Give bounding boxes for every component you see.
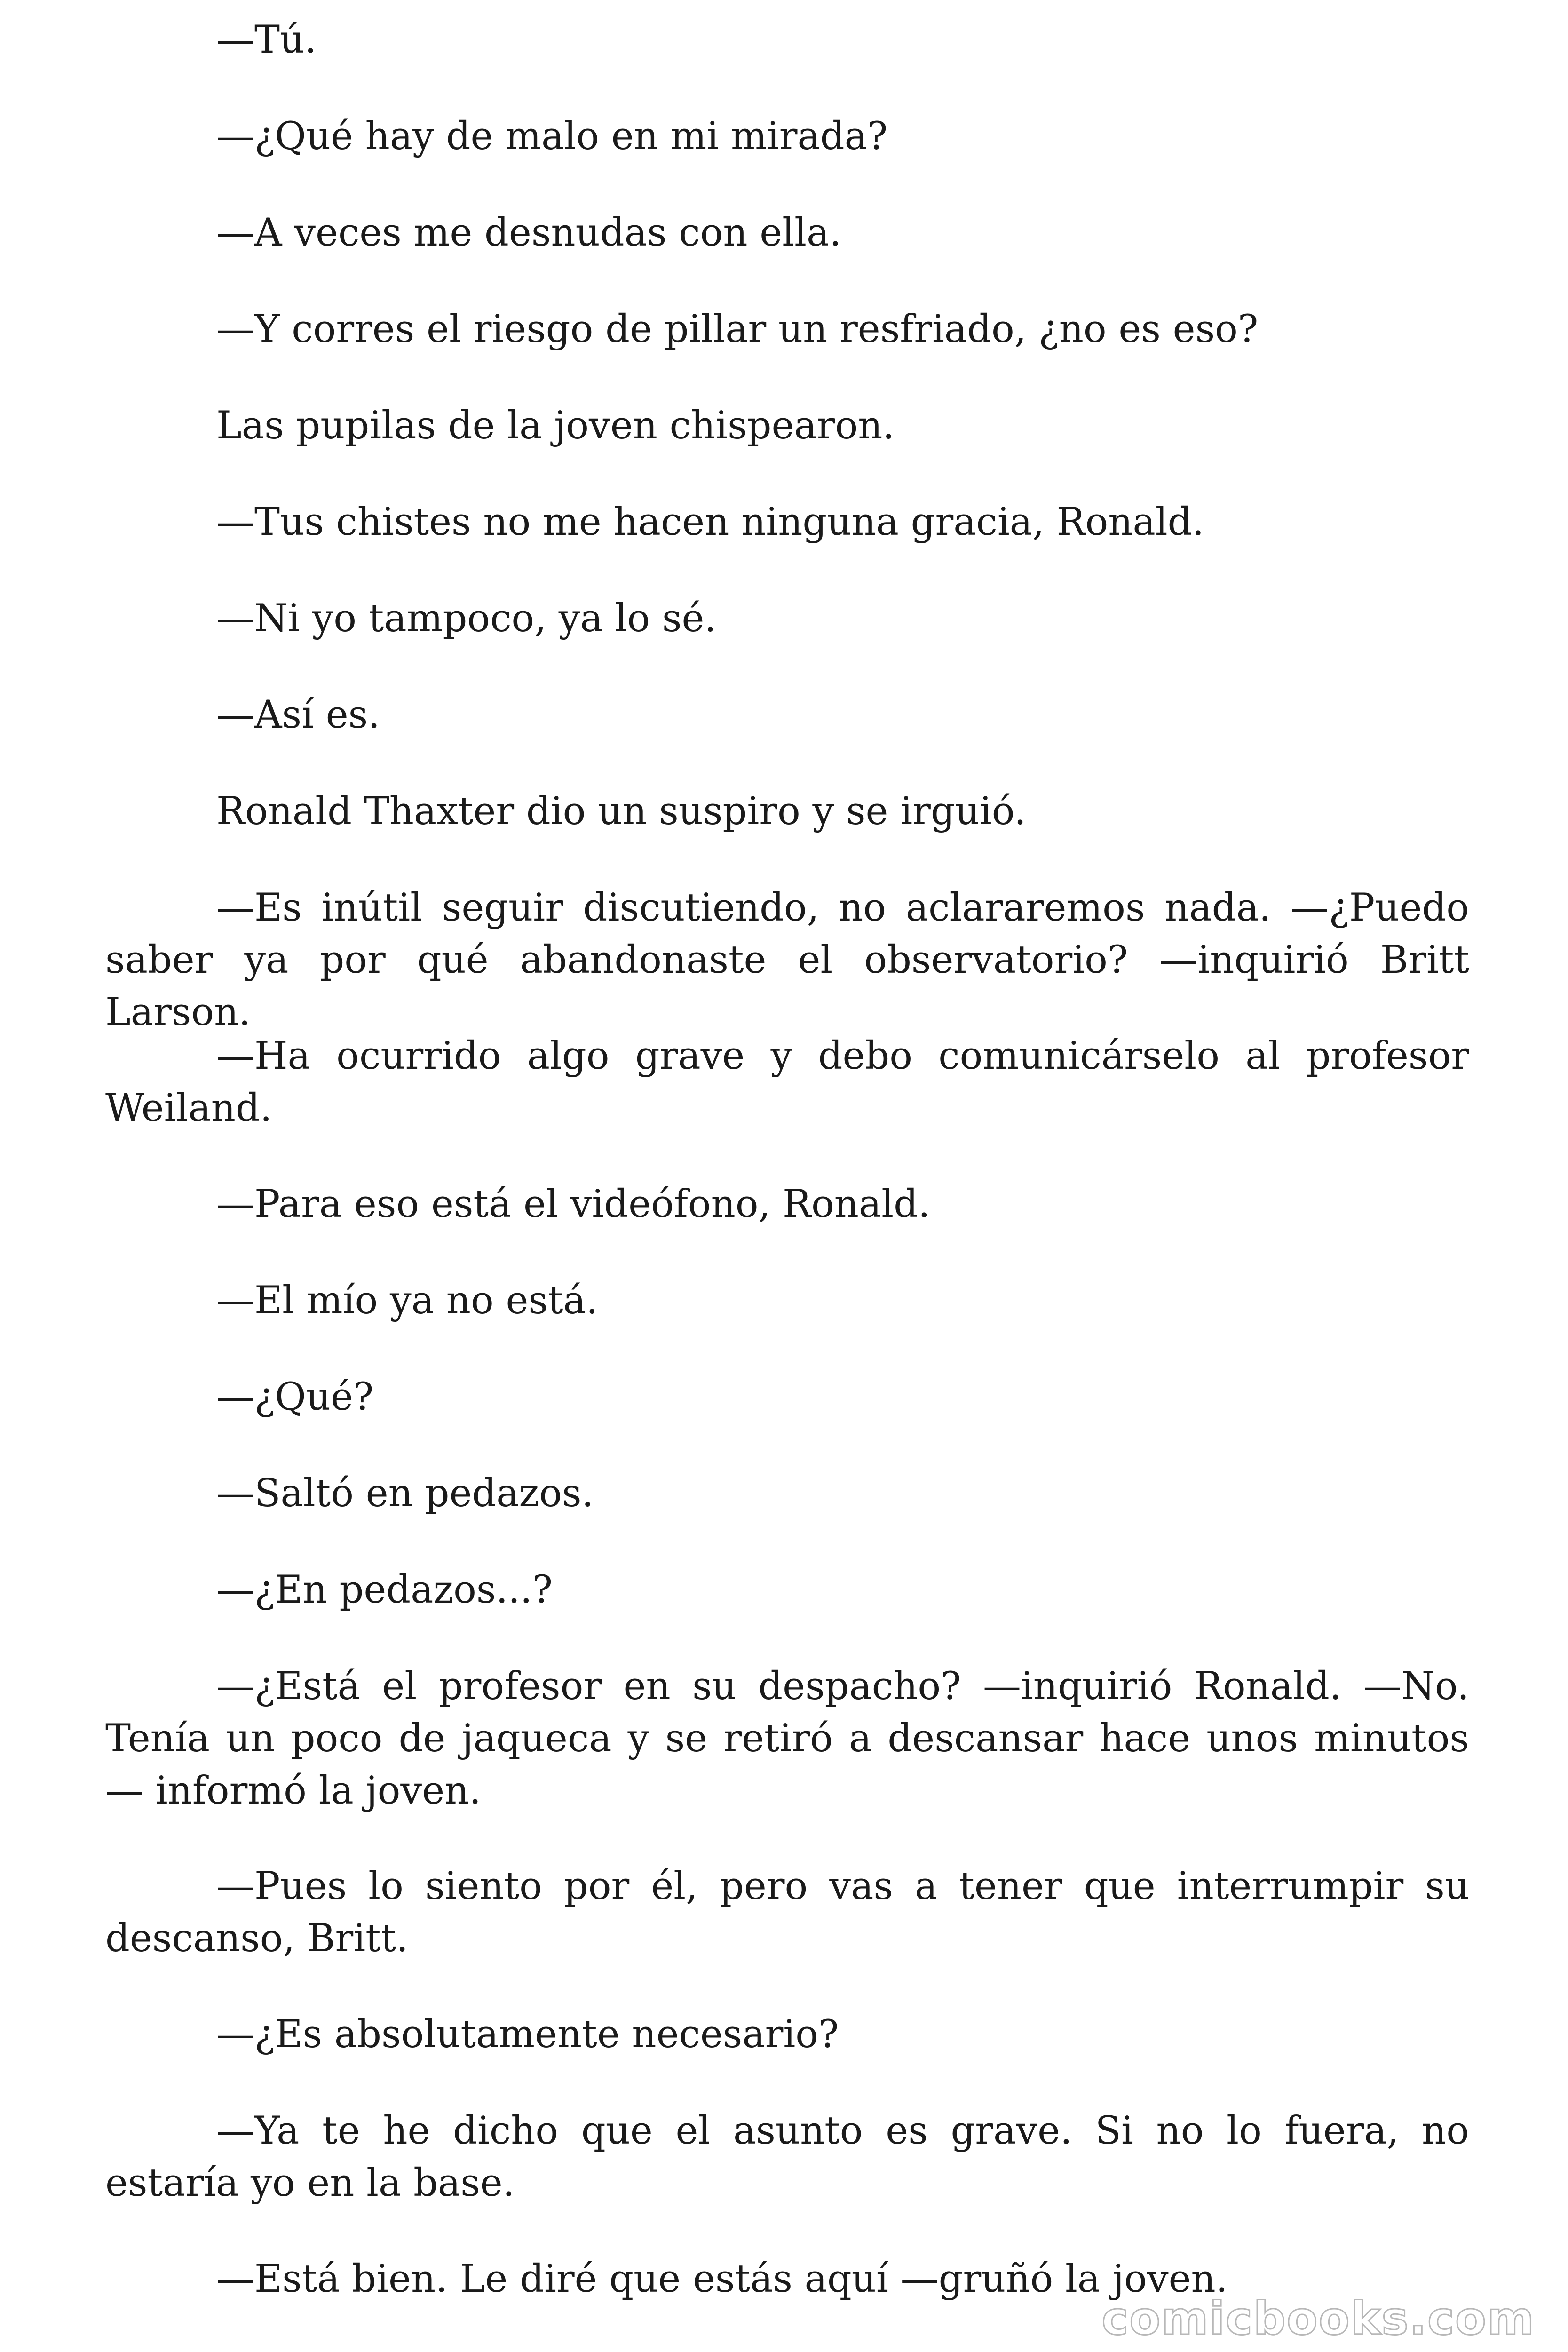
paragraph-11: —Ha ocurrido algo grave y debo comunicárselo al profesor Weiland.: [105, 1034, 1469, 1130]
paragraph-5: Las pupilas de la joven chispearon.: [216, 404, 895, 448]
paragraph-13: —El mío ya no está.: [216, 1279, 598, 1323]
paragraph-21: —Está bien. Le diré que estás aquí —gruñó la joven.: [216, 2257, 1228, 2301]
paragraph-10: —Es inútil seguir discutiendo, no aclararemos nada. —¿Puedo saber ya por qué abandonaste el observatorio? —inquirió Britt Larson.: [105, 886, 1469, 1034]
paragraph-2: —¿Qué hay de malo en mi mirada?: [216, 114, 888, 159]
paragraph-14: —¿Qué?: [216, 1375, 374, 1419]
paragraph-1: —Tú.: [216, 18, 317, 62]
paragraph-20: —Ya te he dicho que el asunto es grave. Si no lo fuera, no estaría yo en la base.: [105, 2109, 1469, 2205]
paragraph-8: —Así es.: [216, 693, 380, 737]
watermark: comicbooks.com: [1101, 2292, 1535, 2345]
paragraph-18: —Pues lo siento por él, pero vas a tener que interrumpir su descanso, Britt.: [105, 1864, 1469, 1961]
paragraph-4: —Y corres el riesgo de pillar un resfriado, ¿no es eso?: [216, 307, 1259, 351]
paragraph-3: —A veces me desnudas con ella.: [216, 211, 842, 255]
paragraph-9: Ronald Thaxter dio un suspiro y se irguió.: [216, 789, 1026, 834]
paragraph-19: —¿Es absolutamente necesario?: [216, 2012, 839, 2057]
paragraph-6: —Tus chistes no me hacen ninguna gracia, Ronald.: [216, 500, 1204, 544]
paragraph-12: —Para eso está el videófono, Ronald.: [216, 1182, 930, 1226]
paragraph-17: —¿Está el profesor en su despacho? —inquirió Ronald. —No. Tenía un poco de jaqueca y se retiró a descansar hace unos minutos — informó la joven.: [105, 1664, 1469, 1813]
paragraph-15: —Saltó en pedazos.: [216, 1471, 594, 1516]
paragraph-7: —Ni yo tampoco, ya lo sé.: [216, 596, 717, 641]
paragraph-16: —¿En pedazos...?: [216, 1568, 553, 1612]
